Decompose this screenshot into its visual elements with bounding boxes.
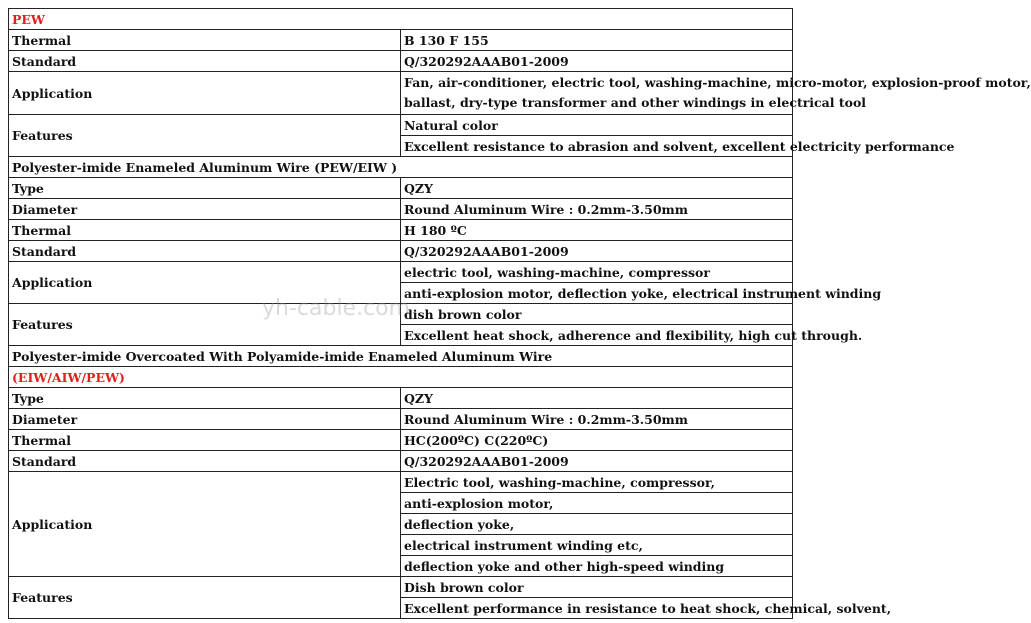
- spec-row: [9, 304, 793, 325]
- section-heading: Polyester-imide Overcoated With Polyamide-imide Enameled Aluminum Wire: [9, 346, 793, 367]
- spec-value: Dish brown color: [401, 577, 793, 598]
- section-heading-row: [9, 346, 793, 367]
- spec-label: Standard: [9, 451, 401, 472]
- section-heading-row: [9, 9, 793, 30]
- spec-value: HC(200ºC) C(220ºC): [401, 430, 793, 451]
- spec-label: Type: [9, 388, 401, 409]
- spec-label: Application: [9, 472, 401, 577]
- spec-row: [9, 51, 793, 72]
- spec-value: Q/320292AAAB01-2009: [401, 51, 793, 72]
- spec-row: [9, 577, 793, 598]
- spec-value: Fan, air-conditioner, electric tool, washing-machine, micro-motor, explosion-proof motor, ballast, dry-type transformer and other windings in electrical tool: [401, 72, 793, 115]
- spec-value: Excellent performance in resistance to heat shock, chemical, solvent,: [401, 598, 793, 619]
- spec-value: Q/320292AAAB01-2009: [401, 451, 793, 472]
- spec-label: Application: [9, 72, 401, 115]
- spec-label: Standard: [9, 241, 401, 262]
- spec-value: electrical instrument winding etc,: [401, 535, 793, 556]
- section-heading: Polyester-imide Enameled Aluminum Wire (PEW/EIW ): [9, 157, 793, 178]
- section-heading: PEW: [9, 9, 793, 30]
- spec-value: Excellent resistance to abrasion and solvent, excellent electricity performance: [401, 136, 793, 157]
- spec-value: deflection yoke and other high-speed winding: [401, 556, 793, 577]
- spec-label: Application: [9, 262, 401, 304]
- spec-label: Diameter: [9, 409, 401, 430]
- spec-value: B 130 F 155: [401, 30, 793, 51]
- spec-label: Standard: [9, 51, 401, 72]
- spec-row: [9, 199, 793, 220]
- spec-row: [9, 472, 793, 493]
- spec-value: deflection yoke,: [401, 514, 793, 535]
- spec-label: Thermal: [9, 220, 401, 241]
- spec-label: Features: [9, 577, 401, 619]
- section-subheading: (EIW/AIW/PEW): [9, 367, 793, 388]
- spec-value: anti-explosion motor,: [401, 493, 793, 514]
- section-heading-row: [9, 157, 793, 178]
- spec-row: [9, 30, 793, 51]
- spec-label: Features: [9, 304, 401, 346]
- spec-value: Excellent heat shock, adherence and flexibility, high cut through.: [401, 325, 793, 346]
- spec-row: [9, 178, 793, 199]
- spec-value: Natural color: [401, 115, 793, 136]
- spec-value: Q/320292AAAB01-2009: [401, 241, 793, 262]
- spec-value: Electric tool, washing-machine, compressor,: [401, 472, 793, 493]
- spec-row: [9, 451, 793, 472]
- spec-table: [8, 8, 1031, 619]
- spec-row: [9, 262, 793, 283]
- spec-label: Type: [9, 178, 401, 199]
- spec-row: [9, 388, 793, 409]
- spec-label: Thermal: [9, 430, 401, 451]
- spec-value: QZY: [401, 178, 793, 199]
- spec-row: [9, 241, 793, 262]
- spec-row: [9, 409, 793, 430]
- spec-value: QZY: [401, 388, 793, 409]
- spec-value: H 180 ºC: [401, 220, 793, 241]
- spec-value: electric tool, washing-machine, compressor: [401, 262, 793, 283]
- spec-value: dish brown color: [401, 304, 793, 325]
- spec-value: anti-explosion motor, deflection yoke, electrical instrument winding: [401, 283, 793, 304]
- spec-row: [9, 72, 793, 115]
- spec-row: [9, 430, 793, 451]
- spec-row: [9, 220, 793, 241]
- spec-label: Features: [9, 115, 401, 157]
- watermark: yh-cable.com: [262, 296, 411, 321]
- section-subheading-row: [9, 367, 793, 388]
- spec-label: Diameter: [9, 199, 401, 220]
- spec-value: Round Aluminum Wire : 0.2mm-3.50mm: [401, 409, 793, 430]
- spec-label: Thermal: [9, 30, 401, 51]
- spec-row: [9, 115, 793, 136]
- spec-value: Round Aluminum Wire : 0.2mm-3.50mm: [401, 199, 793, 220]
